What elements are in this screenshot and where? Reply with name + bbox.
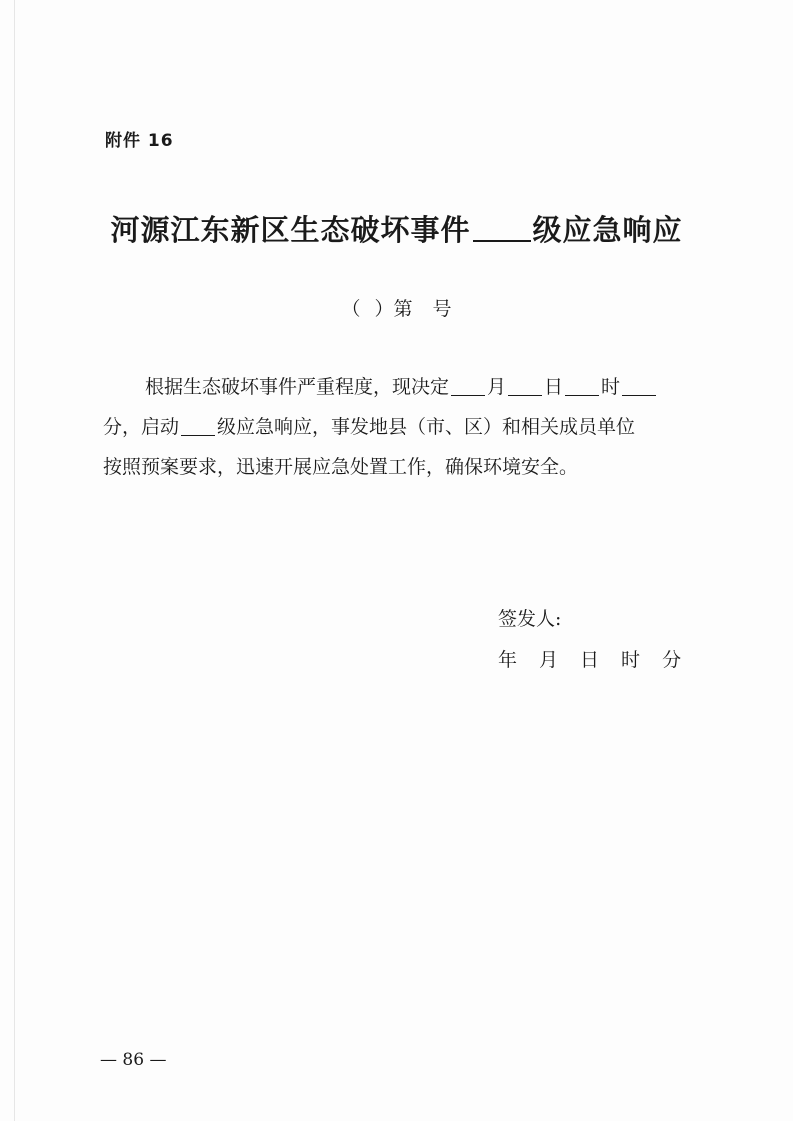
body-line-1-text: 根据生态破坏事件严重程度，现决定 <box>145 376 450 398</box>
minute-blank <box>622 377 656 396</box>
day-label: 日 <box>544 376 564 398</box>
docno-suffix: 号 <box>432 298 452 320</box>
page-number: — 86 — <box>100 1050 167 1070</box>
hour-label: 时 <box>601 376 621 398</box>
body-line-2 <box>103 407 695 447</box>
docno-open-paren: （ <box>341 298 361 320</box>
body-line-1 <box>103 367 695 407</box>
attachment-label: 附件 16 <box>105 131 174 151</box>
docno-close-paren: ）第 <box>374 298 413 320</box>
month-label: 月 <box>487 376 507 398</box>
title-level-blank <box>473 214 531 242</box>
hour-blank <box>565 377 599 396</box>
scan-edge-line <box>14 0 15 1121</box>
title-text-before: 河源江东新区生态破坏事件 <box>110 213 471 247</box>
datetime-hour: 时 <box>621 649 641 671</box>
body-paragraph <box>103 367 695 487</box>
issue-datetime <box>498 645 681 672</box>
datetime-day: 日 <box>580 649 600 671</box>
month-blank <box>451 377 485 396</box>
body-line-2-text-a: 分，启动 <box>103 416 180 438</box>
title-text-after: 级应急响应 <box>532 213 683 247</box>
datetime-year: 年 <box>498 649 518 671</box>
body-line-2-text-b: 级应急响应，事发地县（市、区）和相关成员单位 <box>217 416 636 438</box>
datetime-month: 月 <box>539 649 559 671</box>
signer-label: 签发人: <box>498 608 562 630</box>
datetime-minute: 分 <box>662 649 682 671</box>
level-blank <box>181 417 215 436</box>
body-line-3: 按照预案要求，迅速开展应急处置工作，确保环境安全。 <box>103 456 579 478</box>
document-title <box>0 208 793 249</box>
document-number <box>0 294 793 321</box>
day-blank <box>508 377 542 396</box>
